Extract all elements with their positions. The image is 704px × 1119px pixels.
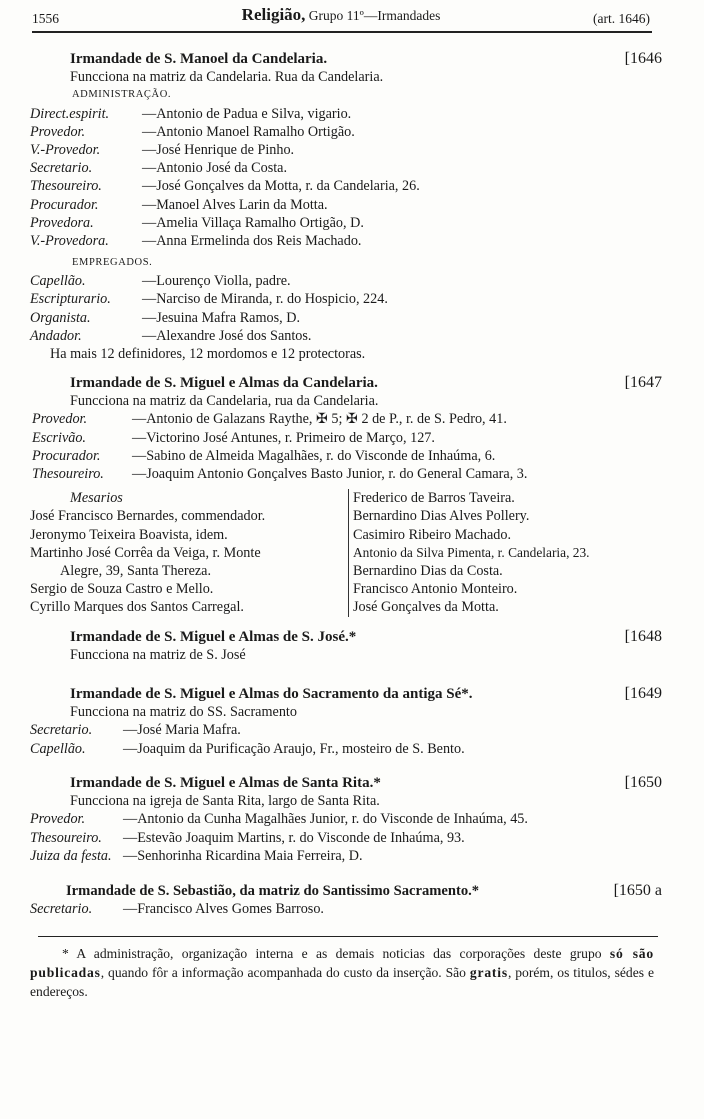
mesario-item: Casimiro Ribeiro Machado. [353,526,512,543]
mesario-item: Sergio de Souza Castro e Mello. [30,581,214,598]
section-info: Funcciona na matriz do SS. Sacramento [70,704,297,721]
section-info: Funcciona na igreja de Santa Rita, largo de Santa Rita. [70,793,380,810]
mesario-item: Martinho José Corrêa da Veiga, r. Monte [30,544,261,561]
footnote-rule [38,936,658,937]
admin-row: Thesoureiro. —Estevão Joaquim Martins, r. do Visconde de Inhaúma, 93. [30,829,465,846]
section-number: [1650 [624,774,662,791]
admin-row: V.-Provedor. —José Henrique de Pinho. [30,141,295,158]
section-title: Irmandade de S. Miguel e Almas do Sacramento da antiga Sé*. [1649 [70,685,662,702]
admin-row: Procurador. —Manoel Alves Larin da Motta. [30,196,328,213]
admin-row: Secretario. —Francisco Alves Gomes Barroso. [30,901,324,918]
mesario-item: Alegre, 39, Santa Thereza. [60,562,212,579]
mesario-item: Bernardino Dias Alves Pollery. [353,508,530,525]
section-title: Irmandade de S. Miguel e Almas da Candelaria. [1647 [70,374,662,391]
section-1646 [30,50,662,363]
section-number: [1650 a [613,882,662,899]
section-1650 [30,774,662,865]
admin-row: Provedor. —Antonio Manoel Ramalho Ortigão. [30,123,355,140]
running-header [32,6,650,28]
employee-row: Organista. —Jesuina Mafra Ramos, D. [30,309,301,326]
admin-row: Thesoureiro. —José Gonçalves da Motta, r. da Candelaria, 26. [30,178,420,195]
section-note: Ha mais 12 definidores, 12 mordomos e 12 protectoras. [50,346,366,362]
admin-row: Procurador. —Sabino de Almeida Magalhães, r. do Visconde de Inhaúma, 6. [32,447,496,464]
employee-row: Capellão. —Lourenço Violla, padre. [30,273,291,290]
mesarios-caption: Mesarios [70,490,123,507]
section-number: [1647 [624,374,662,391]
mesario-item: Bernardino Dias da Costa. [353,562,503,579]
section-title: Irmandade de S. Miguel e Almas de Santa Rita.* [1650 [70,774,662,791]
admin-row: Provedora. —Amelia Villaça Ramalho Ortigão, D. [30,214,364,231]
admin-row: Secretario. —José Maria Mafra. [30,722,241,739]
header-rule [32,31,652,33]
mesario-item: José Gonçalves da Motta. [353,599,499,616]
admin-row: Provedor. —Antonio da Cunha Magalhães Junior, r. do Visconde de Inhaúma, 45. [30,811,528,828]
mesario-item: Antonio da Silva Pimenta, r. Candelaria, 23. [353,544,590,560]
header-title-bold: Religião, [241,5,306,24]
mesario-item: José Francisco Bernardes, commendador. [30,508,266,525]
mesarios-left-column [30,489,338,616]
admin-row: Capellão. —Joaquim da Purificação Araujo, Fr., mosteiro de S. Bento. [30,740,465,757]
header-title-rest: Grupo 11º—Irmandades [305,8,441,23]
employee-row: Escripturario. —Narciso de Miranda, r. do Hospicio, 224. [30,291,388,308]
section-info: Funcciona na matriz da Candelaria, rua da Candelaria. [70,393,379,410]
admin-row: Thesoureiro. —Joaquim Antonio Gonçalves Basto Junior, r. do General Camara, 3. [32,465,528,482]
section-title: Irmandade de S. Miguel e Almas de S. José.* [1648 [70,628,662,645]
mesario-item: Francisco Antonio Monteiro. [353,581,518,598]
mesario-item: Jeronymo Teixeira Boavista, idem. [30,526,228,543]
mesario-item: Frederico de Barros Taveira. [353,490,515,507]
admin-row: Escrivão. —Victorino José Antunes, r. Primeiro de Março, 127. [32,429,435,446]
employees-caption: EMPREGADOS. [72,257,153,269]
section-info: Funcciona na matriz de S. José [70,647,246,664]
admin-row: Secretario. —Antonio José da Costa. [30,160,288,177]
mesarios-right-column [348,489,663,617]
section-1647 [30,374,662,617]
admin-caption: ADMINISTRAÇÃO. [72,89,172,101]
mesario-item: Cyrillo Marques dos Santos Carregal. [30,599,244,616]
section-1649 [30,685,662,758]
section-1648 [30,628,662,664]
admin-row: Direct.espirit. —Antonio de Padua e Silva, vigario. [30,105,352,122]
header-article: (art. 1646) [593,11,650,26]
section-title: Irmandade de S. Sebastião, da matriz do Santissimo Sacramento.* [1650 a [66,882,662,899]
section-info: Funcciona na matriz da Candelaria. Rua da Candelaria. [70,69,384,86]
mesarios-columns [30,489,662,617]
admin-row: V.-Provedora. —Anna Ermelinda dos Reis Machado. [30,232,362,249]
admin-row: Provedor. —Antonio de Galazans Raythe, ✠ 5; ✠ 2 de P., r. de S. Pedro, 41. [32,411,507,428]
section-number: [1649 [624,685,662,702]
section-number: [1648 [624,628,662,645]
employee-row: Andador. —Alexandre José dos Santos. [30,327,312,344]
footnote: * A administração, organização interna e as demais noticias das corporações deste grupo só são publicadas, quando fôr a informação acompanhada do custo da inserção. São gratis, porém, os titulos, sédes e endereços. [30,946,654,999]
section-title: Irmandade de S. Manoel da Candelaria. [1646 [70,50,662,67]
section-number: [1646 [624,50,662,67]
header-title [32,6,650,25]
admin-row: Juiza da festa. —Senhorinha Ricardina Maia Ferreira, D. [30,847,363,864]
section-1650a [30,882,662,918]
page-number: 1556 [32,11,59,26]
